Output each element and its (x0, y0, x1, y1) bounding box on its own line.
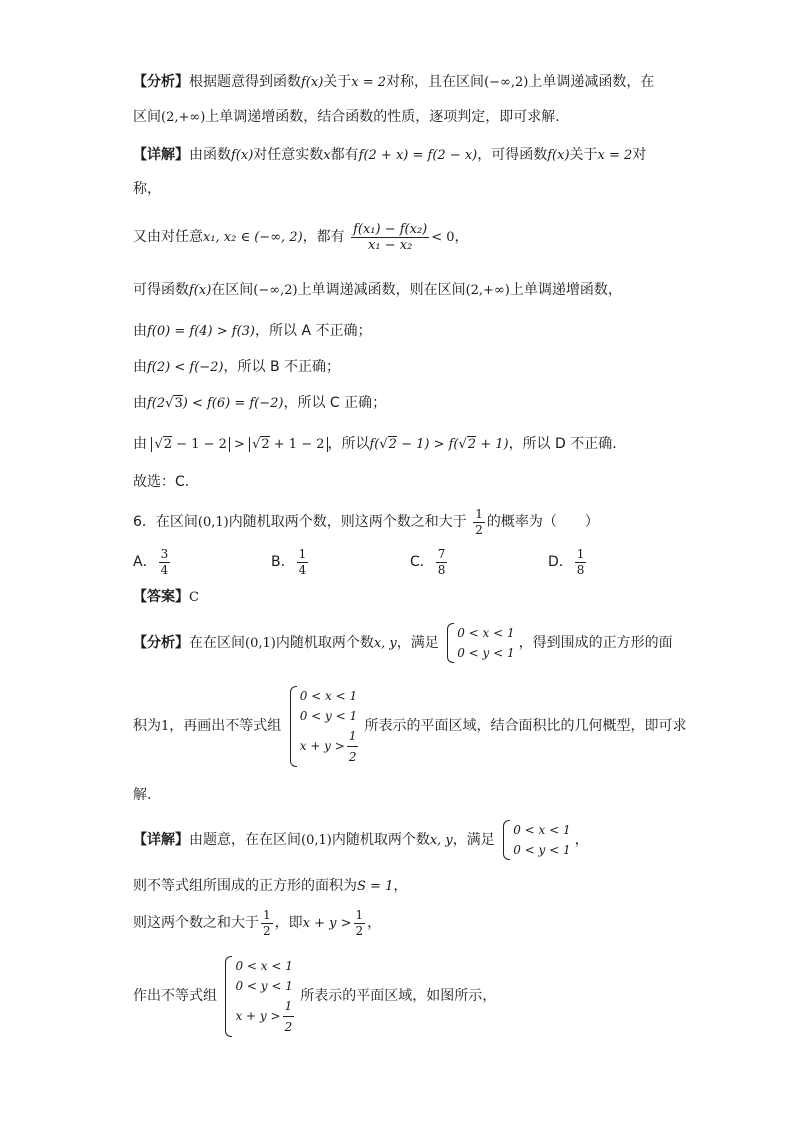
math: (0,1) (245, 636, 276, 651)
left-brace (447, 623, 454, 663)
option-fraction (159, 547, 171, 578)
answer-value: C (189, 590, 199, 605)
denominator: 2 (348, 749, 357, 764)
option-label: B． (271, 554, 295, 570)
text: 对称，且在区间 (386, 74, 485, 90)
q6-stem (133, 505, 599, 540)
text: ， (454, 229, 469, 245)
text: 关于 (323, 74, 352, 90)
math: (2,+∞) (465, 283, 510, 298)
math: x, y (429, 833, 453, 848)
text: 所表示的平面区域，如图所示， (300, 988, 497, 1004)
q5-detail-line-1 (133, 145, 646, 166)
inequality: 0 < y < 1 (235, 978, 293, 993)
text: 解. (133, 787, 152, 803)
analysis-tag: 【分析】 (133, 635, 189, 651)
text: 所表示的平面区域，结合面积比的几何概型，即可求 (364, 718, 687, 734)
q6-option-d (548, 545, 588, 579)
text: 上单调递减函数，则在区间 (297, 282, 466, 298)
option-label: C． (410, 554, 434, 570)
math: x = 2 (597, 148, 633, 163)
denominator: 8 (437, 562, 446, 577)
q5-option-b (133, 357, 340, 378)
text: 由题意，在在区间 (189, 832, 301, 848)
q6-detail-line-4 (133, 950, 496, 1042)
text: 则不等式组所围成的正方形的面积为 (133, 878, 357, 894)
text: ， (393, 878, 408, 894)
math: x = 2 (351, 75, 387, 90)
detail-tag: 【详解】 (133, 147, 189, 163)
left-brace (225, 956, 232, 1037)
math: x₁, x₂ ∈ (−∞, 2) (203, 230, 303, 245)
q5-detail-line-4 (133, 280, 622, 301)
q6-analysis-line-2 (133, 680, 686, 773)
math: f(x) (547, 148, 570, 163)
numerator: 1 (263, 907, 271, 922)
numerator: 1 (283, 996, 295, 1017)
q6-option-c (410, 545, 449, 579)
q5-option-d: 由 √2 − 1 − 2 > √2 + 1 − 2 ，所以f(√2 − 1) > f(√2 + 1)，所以 D 不正确. (133, 436, 617, 452)
math: x, y (373, 636, 397, 651)
inequality: 0 < x < 1 (235, 958, 293, 973)
inequality (300, 726, 361, 767)
math-ineq: f(√2 − 1) > f(√2 + 1) (369, 437, 509, 452)
text: 关于 (569, 147, 598, 163)
inequality: 0 < x < 1 (513, 823, 571, 837)
difference-quotient (351, 222, 429, 253)
radicand: 3 (174, 396, 183, 411)
text: ，满足 (396, 635, 439, 651)
text: 故选：C. (133, 474, 190, 490)
text: 上单调递增函数，结合函数的性质，逐项判定，即可求解． (205, 109, 570, 125)
q5-analysis-line-1 (133, 72, 654, 93)
text: 称， (133, 181, 161, 197)
option-fraction (436, 547, 448, 578)
text: 在区间 (211, 282, 254, 298)
text: ，所以 (327, 436, 370, 452)
q6-analysis-line-3 (133, 785, 151, 805)
answer-tag: 【答案】 (133, 589, 189, 605)
text: 由 (133, 395, 147, 411)
inequality-system-2 (447, 623, 514, 663)
option-fraction (297, 547, 309, 578)
q5-option-a (133, 321, 371, 342)
denominator: 2 (475, 522, 483, 537)
inequality-left: x + y > (235, 1008, 281, 1023)
text: 由 (133, 436, 147, 452)
q5-analysis-line-2 (133, 107, 569, 128)
q6-detail-line-1 (133, 818, 589, 863)
text: 则这两个数之和大于 (133, 915, 259, 931)
numerator: 1 (355, 907, 364, 922)
text: 6．在区间 (133, 514, 198, 530)
denominator: 4 (298, 562, 307, 577)
text: 对任意实数 (253, 147, 324, 163)
text: 内随机取两个数 (331, 832, 430, 848)
text: 区间 (133, 109, 161, 125)
inequality-system-3 (290, 686, 361, 767)
inequality: 0 < y < 1 (513, 843, 571, 857)
text: 又由对任意 (133, 229, 203, 245)
math: f(x) (301, 75, 324, 90)
text: ，所以 C 正确； (283, 395, 387, 411)
q5-detail-line-3 (133, 220, 469, 255)
inequality-left: x + y > (299, 738, 345, 753)
text: 由 (133, 323, 147, 339)
text: 都有 (330, 147, 359, 163)
half-fraction (473, 507, 485, 538)
analysis-tag: 【分析】 (133, 74, 189, 90)
denominator: 2 (355, 923, 364, 938)
math: (−∞,2) (253, 283, 298, 298)
numerator: 3 (160, 546, 169, 561)
text: 内随机取两个数 (275, 635, 374, 651)
numerator: 1 (347, 726, 359, 747)
math: (0,1) (301, 833, 332, 848)
numerator: 1 (298, 546, 307, 561)
text: 上单调递增函数， (509, 282, 622, 298)
math: (0,1) (197, 515, 229, 530)
denominator: 2 (263, 923, 271, 938)
text: 由函数 (189, 147, 231, 163)
q5-answer (133, 472, 189, 492)
option-fraction (575, 547, 587, 578)
numerator: 7 (437, 546, 446, 561)
math: f(2) < f(−2) (147, 360, 224, 375)
text: ，再画出不等式组 (169, 718, 282, 734)
math: f(2 (147, 396, 166, 411)
inequality-system-3 (225, 956, 296, 1037)
q5-option-c: 由f(2√3) < f(6) = f(−2)，所以 C 正确； (133, 395, 387, 411)
option-label: A． (133, 554, 157, 570)
text: 上单调递减函数，在 (528, 74, 655, 90)
text: 由 (133, 359, 147, 375)
inequality: 0 < y < 1 (457, 646, 515, 660)
math: S = 1 (357, 879, 394, 894)
math: f(2 + x) = f(2 − x) (358, 148, 478, 163)
half-fraction (354, 908, 366, 939)
text: 的概率为（ ） (486, 514, 599, 530)
text: 根据题意得到函数 (189, 74, 301, 90)
q6-option-b (271, 545, 310, 579)
text: ，可得函数 (477, 147, 548, 163)
text: 积为 (133, 718, 161, 734)
text: ，得到围成的正方形的面 (518, 635, 673, 651)
option-label: D． (548, 554, 573, 570)
left-brace (290, 686, 297, 767)
q6-analysis-line-1 (133, 621, 673, 666)
denominator: x₁ − x₂ (368, 237, 413, 253)
half-fraction (283, 996, 295, 1037)
q6-option-a (133, 545, 172, 579)
text: 作出不等式组 (133, 988, 217, 1004)
text: 可得函数 (133, 282, 189, 298)
text: ，所以 D 不正确. (508, 436, 617, 452)
text: ， (574, 832, 589, 848)
text: 对 (632, 147, 647, 163)
math: (−∞,2) (484, 75, 529, 90)
math: f(x) (231, 148, 254, 163)
text: ，满足 (452, 832, 495, 848)
text: ，所以 A 不正确； (255, 323, 372, 339)
math: ) < f(6) = f(−2) (182, 396, 284, 411)
numerator: 1 (475, 506, 483, 521)
denominator: 8 (576, 562, 585, 577)
q6-detail-line-3 (133, 906, 381, 941)
q6-answer (133, 587, 199, 608)
text: ，都有 (302, 229, 345, 245)
denominator: 4 (160, 562, 169, 577)
text: ，即 (274, 915, 303, 931)
q5-detail-line-2 (133, 179, 161, 199)
inequality: 0 < x < 1 (299, 688, 358, 703)
q6-detail-line-2 (133, 876, 407, 897)
text: 在在区间 (189, 635, 245, 651)
text: ，所以 B 不正确； (223, 359, 341, 375)
text: ， (367, 915, 382, 931)
math: x (323, 148, 331, 163)
math: 1 (161, 719, 170, 734)
numerator: 1 (576, 546, 585, 561)
left-brace (503, 820, 510, 860)
math: (2,+∞) (161, 110, 206, 125)
abs-expr-2: √2 + 1 − 2 (249, 437, 327, 452)
math: f(x) (189, 283, 212, 298)
denominator: 2 (284, 1019, 293, 1034)
half-fraction (347, 726, 359, 767)
detail-tag: 【详解】 (133, 832, 189, 848)
inequality-system-2 (503, 820, 570, 860)
abs-expr-1: √2 − 1 − 2 (151, 437, 229, 452)
math: x + y > (302, 916, 352, 931)
half-fraction (261, 908, 273, 939)
inequality: 0 < x < 1 (457, 626, 515, 640)
numerator: f(x₁) − f(x₂) (353, 221, 428, 237)
inequality (235, 996, 296, 1037)
math: < 0 (431, 230, 455, 245)
text: 内随机取两个数，则这两个数之和大于 (228, 514, 467, 530)
math: f(0) = f(4) > f(3) (147, 324, 255, 339)
inequality: 0 < y < 1 (299, 708, 358, 723)
